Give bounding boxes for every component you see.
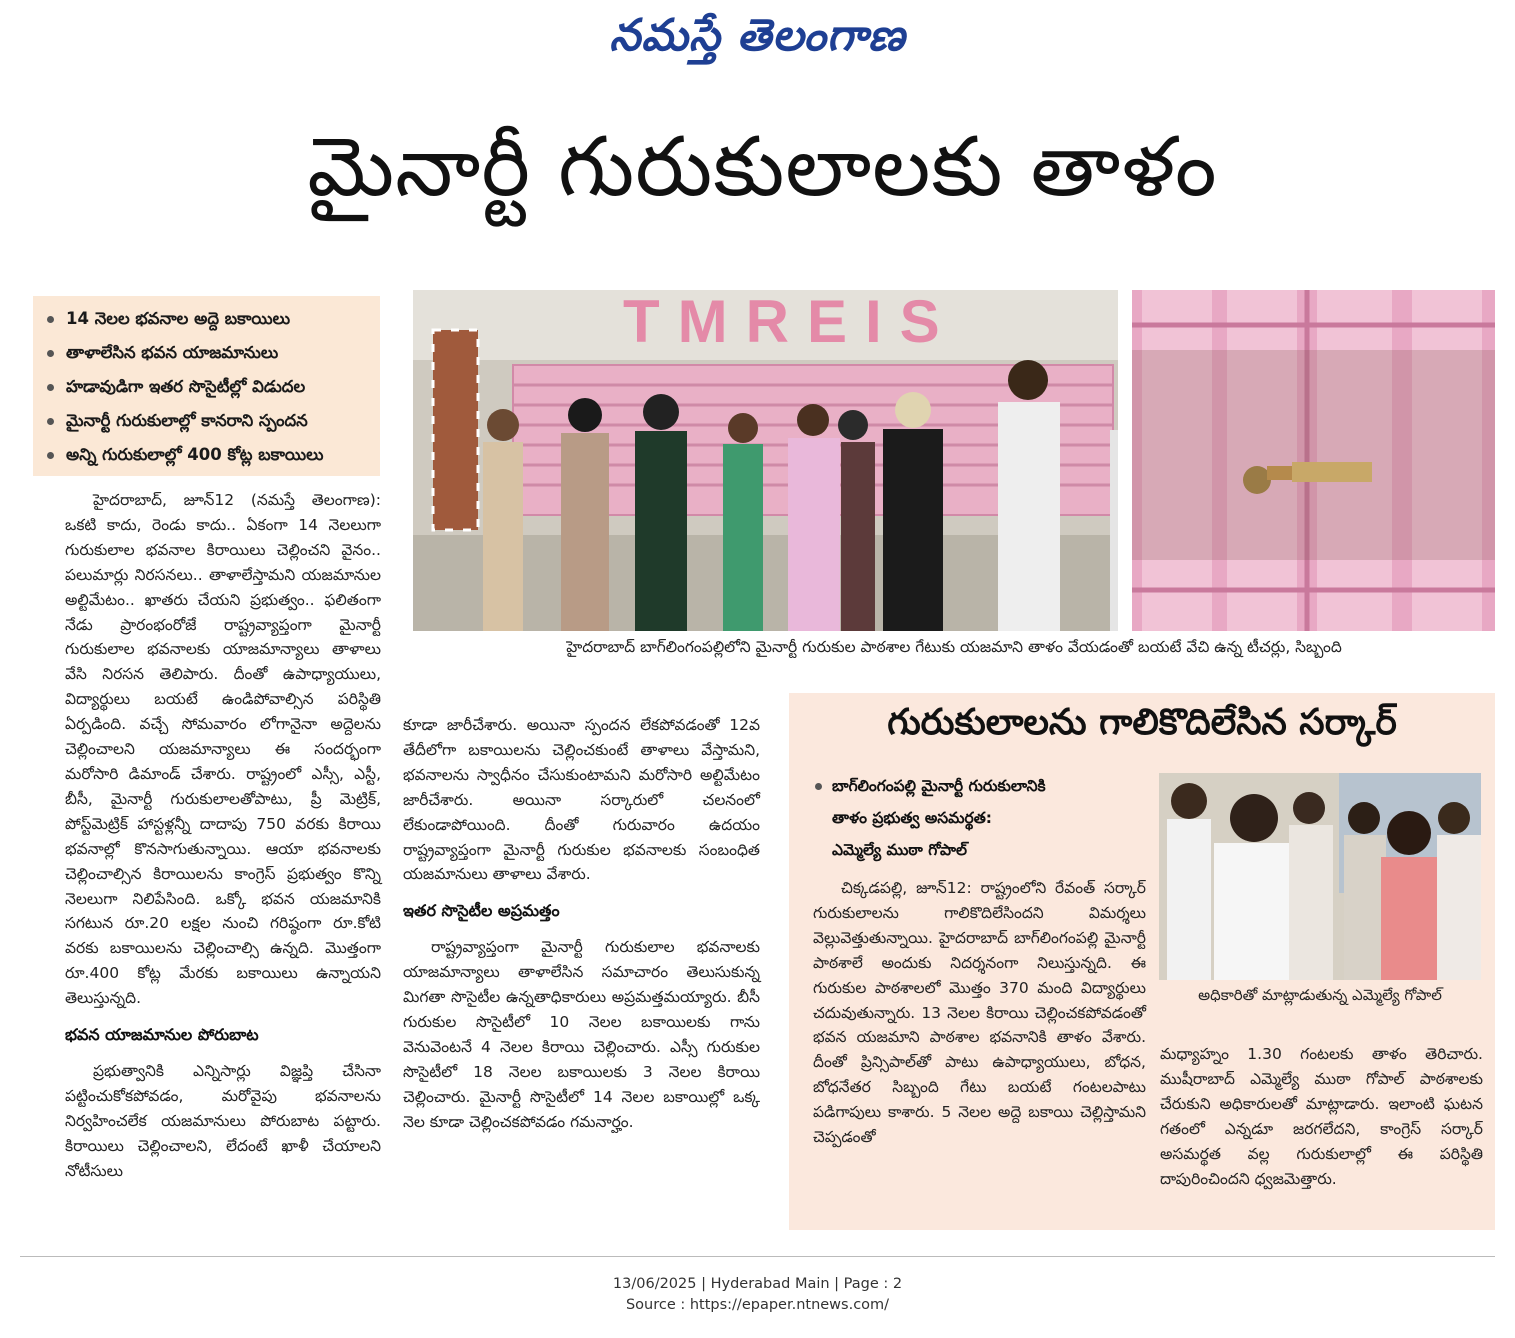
- article-paragraph: రాష్ట్రవ్యాప్తంగా మైనార్టీ గురుకులాల భవనాలకు యాజమాన్యాలు తాళాలేసిన సమాచారం తెలుసుకున్న మిగతా సొసైటీల ఉన్నతాధికారులు అప్రమత్తమయ్యారు. బీసీ గురుకుల సొసైటీలో 10 నెలల బకాయిలకు గాను వెనువెంటనే 4 నెలల కిరాయి చెల్లించారు. ఎస్సీ గురుకుల సొసైటీలో 18 నెలల బకాయిలకు 3 నెలల కిరాయి చెల్లించారు. మైనార్టీ సొసైటీలో 14 నెలల బకాయిల్లో ఒక్క నెల కూడా చెల్లించకపోవడం గమనార్హం.: [403, 938, 760, 1131]
- footer-divider: [20, 1256, 1495, 1257]
- article-paragraph: మధ్యాహ్నం 1.30 గంటలకు తాళం తెరిచారు. ముషీరాబాద్ ఎమ్మెల్యే ముఠా గోపాల్ పాఠశాలకు చేరుకుని అధికారులతో మాట్లాడారు. ఇలాంటి ఘటన గతంలో ఎన్నడూ జరగలేదని, కాంగ్రెస్ సర్కార్ అసమర్థత వల్ల గురుకులాల్లో ఈ పరిస్థితి దాపురించిందని ధ్వజమెత్తారు.: [1160, 1045, 1483, 1188]
- sidebar-deck: [815, 770, 1155, 866]
- masthead-logo: నమస్తే తెలంగాణ: [609, 10, 906, 61]
- lock-gate-illustration: [1132, 290, 1495, 631]
- article-paragraph: హైదరాబాద్, జూన్12 (నమస్తే తెలంగాణ): ఒకటి కాదు, రెండు కాదు.. ఏకంగా 14 నెలలుగా గురుకులాల భవనాల కిరాయిలు చెల్లించని వైనం.. పలుమార్లు నిరసనలు.. తాళాలేస్తామని యజమానుల అల్టిమేటం.. ఖాతరు చేయని ప్రభుత్వం.. ఫలితంగా నేడు ప్రారంభంరోజే రాష్ట్రవ్యాప్తంగా మైనార్టీ గురుకులాల భవనాలకు యాజమాన్యాలు తాళాలు వేసి నిరసన తెలిపారు. దీంతో ఉపాధ్యాయులు, విద్యార్థులు బయటే ఉండిపోవాల్సిన పరిస్థితి ఏర్పడింది. వచ్చే సోమవారం లోగానైనా అద్దెలను చెల్లించాలని యజమాన్యాలు ఈ సందర్భంగా మరోసారి డిమాండ్ చేశారు. రాష్ట్రంలో ఎస్సీ, ఎస్టీ, బీసీ, మైనార్టీ గురుకులాలతోపాటు, ప్రీ మెట్రిక్, పోస్ట్‌మెట్రిక్ హాస్టళ్లన్నీ దాదాపు 750 వరకు కిరాయి భవనాల్లో కొనసాగుతున్నాయి. ఆయా భవనాలకు చెల్లించాల్సిన కిరాయిలను కాంగ్రెస్ ప్రభుత్వం కొన్ని నెలలుగా నిలిపేసింది. ఒక్కో భవన యజమానికి సగటున రూ.20 లక్షల నుంచి గరిష్ఠంగా రూ.కోటి వరకు బకాయిలను చెల్లించాల్సి ఉన్నది. మొత్తంగా రూ.400 కోట్ల మేరకు బకాయిలు ఉన్నాయని తెలుస్తున్నది.: [65, 491, 381, 1008]
- article-subhead: ఇతర సొసైటీల అప్రమత్తం: [403, 901, 560, 921]
- sidebar-deck-line: ఎమ్మెల్యే ముఠా గోపాల్: [832, 841, 967, 859]
- footer-edition-info: 13/06/2025 | Hyderabad Main | Page : 2: [612, 1276, 903, 1292]
- bullet-icon: [47, 316, 54, 323]
- bullet-icon: [47, 418, 54, 425]
- photo-locked-gate: [1132, 290, 1495, 631]
- highlight-text: హడావుడిగా ఇతర సొసైటీల్లో విడుదల: [66, 377, 306, 396]
- footer-source-link[interactable]: Source : https://epaper.ntnews.com/: [625, 1297, 890, 1313]
- sidebar-deck-line: [815, 770, 1155, 802]
- sidebar-title: గురుకులాలను గాలికొదిలేసిన సర్కార్: [887, 702, 1397, 743]
- photo-teachers-at-gate: [413, 290, 1118, 631]
- page-footer: [0, 1274, 1515, 1316]
- highlight-text: మైనార్టీ గురుకులాల్లో కానరాని స్పందన: [66, 411, 308, 430]
- bullet-icon: [815, 783, 822, 790]
- sidebar-article-text-continued: [1160, 1042, 1483, 1191]
- highlights-list: [33, 302, 380, 472]
- highlight-item: [47, 336, 380, 370]
- page-headline: మైనార్టీ గురుకులాలకు తాళం: [307, 120, 1218, 215]
- bullet-icon: [47, 452, 54, 459]
- article-paragraph: చిక్కడపల్లి, జూన్12: రాష్ట్రంలోని రేవంత్ సర్కార్ గురుకులాలను గాలికొదిలేసిందని విమర్శలు వెల్లువెత్తుతున్నాయి. హైదరాబాద్ బాగ్‌లింగంపల్లి మైనార్టీ పాఠశాలే అందుకు నిదర్శనంగా నిలుస్తున్నది. ఈ గురుకుల పాఠశాలలో మొత్తం 370 మంది విద్యార్థులు చదువుతున్నారు. 13 నెలల కిరాయి చెల్లించకపోవడంతో భవన యజమాని పాఠశాల భవనానికి తాళం వేశారు. దీంతో ప్రిన్సిపాల్‌తో పాటు ఉపాధ్యాయులు, బోధన, బోధనేతర సిబ్బంది గేటు బయటే గంటలపాటు పడిగాపులు కాశారు. 5 నెలల అద్దె బకాయి చెల్లిస్తామని చెప్పడంతో: [813, 879, 1146, 1147]
- photo-mla-with-officials: [1159, 773, 1481, 980]
- highlight-text: అన్ని గురుకులాల్లో 400 కోట్ల బకాయిలు: [66, 445, 324, 464]
- mla-photo-illustration: [1159, 773, 1481, 980]
- sidebar-deck-line: తాళం ప్రభుత్వ అసమర్థత:: [832, 809, 992, 827]
- highlights-box: [33, 296, 380, 476]
- sign-text: TMREIS: [623, 290, 958, 355]
- bullet-icon: [47, 350, 54, 357]
- article-paragraph: కూడా జారీచేశారు. అయినా స్పందన లేకపోవడంతో 12వ తేదీలోగా బకాయిలను చెల్లించకుంటే తాళాలు వేస్తామని, భవనాలను స్వాధీనం చేసుకుంటామని మరోసారి అల్టిమేటం జారీచేశారు. అయినా సర్కారులో చలనంలో లేకుండాపోయింది. దీంతో గురువారం ఉదయం రాష్ట్రవ్యాప్తంగా మైనార్టీ గురుకుల భవనాలకు సంబంధిత యజమానులు తాళాలు వేశారు.: [403, 716, 760, 884]
- article-paragraph: ప్రభుత్వానికి ఎన్నిసార్లు విజ్ఞప్తి చేసినా పట్టించుకోకపోవడం, మరోవైపు భవనాలను నిర్వహించలేక యజమానులు పోరుబాట పట్టారు. కిరాయిలు చెల్లించాలని, లేదంటే ఖాళీ చేయాలని నోటీసులు: [65, 1062, 381, 1180]
- photo-teachers-illustration: [413, 290, 1118, 631]
- highlight-item: [47, 404, 380, 438]
- sidebar-article-text: [813, 876, 1146, 1150]
- highlight-text: తాళాలేసిన భవన యాజమానులు: [66, 343, 279, 362]
- photo-caption: అధికారితో మాట్లాడుతున్న ఎమ్మెల్యే గోపాల్: [1198, 986, 1442, 1004]
- bullet-icon: [47, 384, 54, 391]
- sidebar-deck-text: బాగ్‌లింగంపల్లి మైనార్టీ గురుకులానికి: [832, 777, 1046, 795]
- article-subhead: భవన యాజమానుల పోరుబాట: [65, 1025, 259, 1045]
- highlight-item: [47, 438, 380, 472]
- photo-caption: హైదరాబాద్ బాగ్‌లింగంపల్లిలోని మైనార్టీ గురుకుల పాఠశాల గేటుకు యజమాని తాళం వేయడంతో బయటే వేచి ఉన్న టీచర్లు, సిబ్బంది: [566, 638, 1342, 656]
- highlight-text: 14 నెలల భవనాల అద్దె బకాయిలు: [66, 309, 291, 328]
- article-column-2: [403, 713, 760, 1135]
- highlight-item: [47, 302, 380, 336]
- article-column-1: [65, 488, 381, 1184]
- highlight-item: [47, 370, 380, 404]
